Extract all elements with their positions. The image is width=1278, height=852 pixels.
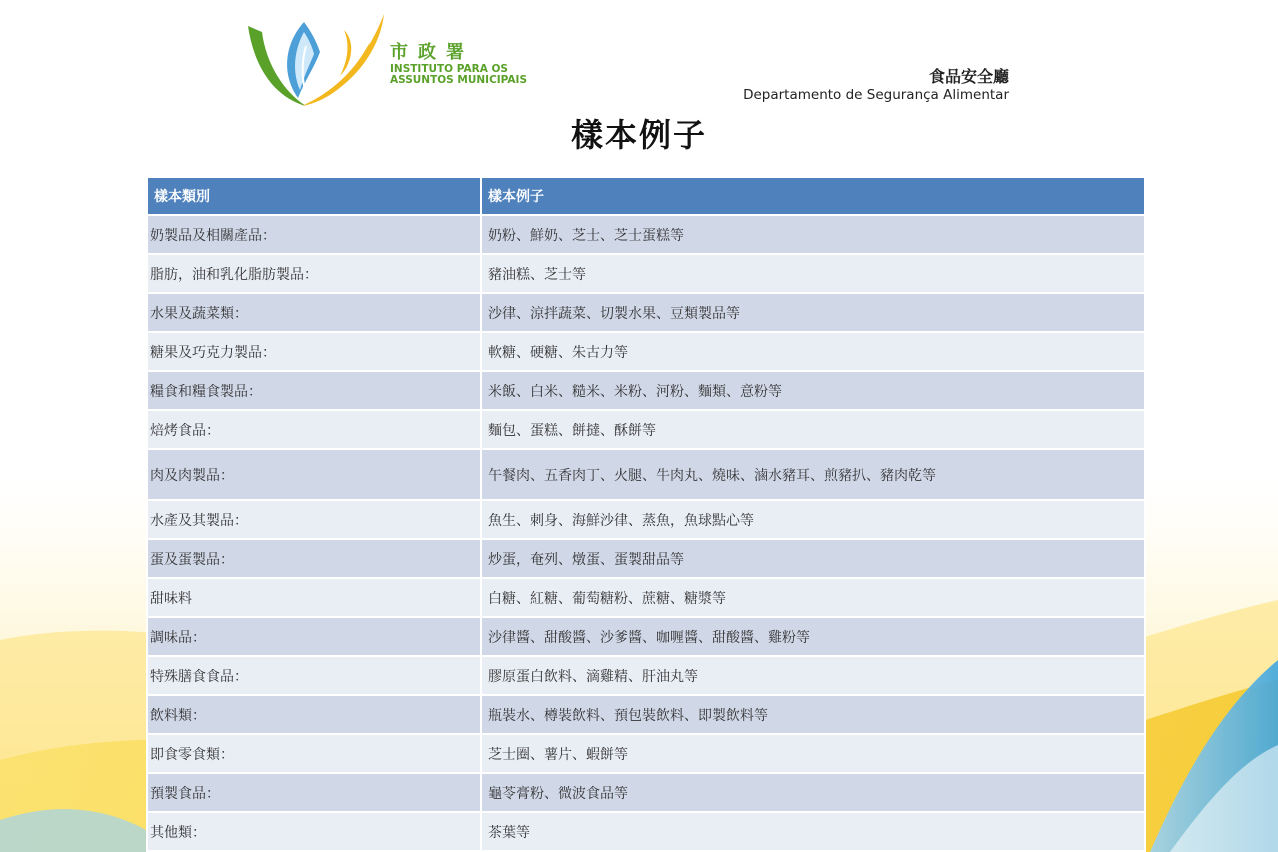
department-name-chinese: 食品安全廳 (928, 67, 1009, 86)
column-header-category: 樣本類別 (147, 177, 481, 215)
table-row (147, 695, 1145, 734)
page-title: 樣本例子 (570, 116, 707, 154)
examples-cell: 午餐肉、五香肉丁、火腿、牛肉丸、燒味、滷水豬耳、煎豬扒、豬肉乾等 (481, 449, 1145, 500)
examples-cell: 茶葉等 (481, 812, 1145, 851)
table-row (147, 215, 1145, 254)
category-cell: 肉及肉製品： (147, 449, 481, 500)
examples-cell: 龜苓膏粉、微波食品等 (481, 773, 1145, 812)
iam-logo-icon (244, 12, 384, 110)
org-name-portuguese-line1: INSTITUTO PARA OS (390, 63, 508, 75)
examples-cell: 炒蛋，奄列、燉蛋、蛋製甜品等 (481, 539, 1145, 578)
sample-examples-table (146, 176, 1146, 852)
table-row (147, 449, 1145, 500)
examples-cell: 軟糖、硬糖、朱古力等 (481, 332, 1145, 371)
table-row (147, 734, 1145, 773)
category-cell: 飲料類： (147, 695, 481, 734)
category-cell: 焙烤食品： (147, 410, 481, 449)
examples-cell: 芝士圈、薯片、蝦餅等 (481, 734, 1145, 773)
category-cell: 甜味料 (147, 578, 481, 617)
category-cell: 調味品： (147, 617, 481, 656)
table-header-row (147, 177, 1145, 215)
category-cell: 糖果及巧克力製品： (147, 332, 481, 371)
table-row (147, 812, 1145, 851)
table-row (147, 617, 1145, 656)
table-row (147, 410, 1145, 449)
column-header-examples: 樣本例子 (481, 177, 1145, 215)
examples-cell: 麵包、蛋糕、餅撻、酥餅等 (481, 410, 1145, 449)
category-cell: 其他類： (147, 812, 481, 851)
table-row (147, 773, 1145, 812)
table-row (147, 293, 1145, 332)
category-cell: 脂肪，油和乳化脂肪製品： (147, 254, 481, 293)
table-row (147, 371, 1145, 410)
department-name-block (743, 67, 1009, 104)
table-row (147, 254, 1145, 293)
examples-cell: 沙律醬、甜酸醬、沙爹醬、咖喱醬、甜酸醬、雞粉等 (481, 617, 1145, 656)
examples-cell: 魚生、刺身、海鮮沙律、蒸魚，魚球點心等 (481, 500, 1145, 539)
table-row (147, 332, 1145, 371)
examples-cell: 瓶裝水、樽裝飲料、預包裝飲料、即製飲料等 (481, 695, 1145, 734)
examples-cell: 白糖、紅糖、葡萄糖粉、蔗糖、糖漿等 (481, 578, 1145, 617)
org-name-chinese: 市政署 (390, 42, 474, 63)
table-row (147, 500, 1145, 539)
category-cell: 蛋及蛋製品： (147, 539, 481, 578)
examples-cell: 米飯、白米、糙米、米粉、河粉、麵類、意粉等 (481, 371, 1145, 410)
org-name-block (390, 42, 527, 86)
category-cell: 奶製品及相關產品： (147, 215, 481, 254)
category-cell: 特殊膳食食品： (147, 656, 481, 695)
org-name-portuguese-line2: ASSUNTOS MUNICIPAIS (390, 74, 528, 86)
examples-cell: 奶粉、鮮奶、芝士、芝士蛋糕等 (481, 215, 1145, 254)
category-cell: 水果及蔬菜類： (147, 293, 481, 332)
examples-cell: 膠原蛋白飲料、滴雞精、肝油丸等 (481, 656, 1145, 695)
table-row (147, 539, 1145, 578)
table-row (147, 578, 1145, 617)
examples-cell: 沙律、涼拌蔬菜、切製水果、豆類製品等 (481, 293, 1145, 332)
category-cell: 水產及其製品： (147, 500, 481, 539)
category-cell: 即食零食類： (147, 734, 481, 773)
table-row (147, 656, 1145, 695)
category-cell: 預製食品： (147, 773, 481, 812)
category-cell: 糧食和糧食製品： (147, 371, 481, 410)
examples-cell: 豬油糕、芝士等 (481, 254, 1145, 293)
department-name-portuguese: Departamento de Segurança Alimentar (743, 87, 1009, 103)
